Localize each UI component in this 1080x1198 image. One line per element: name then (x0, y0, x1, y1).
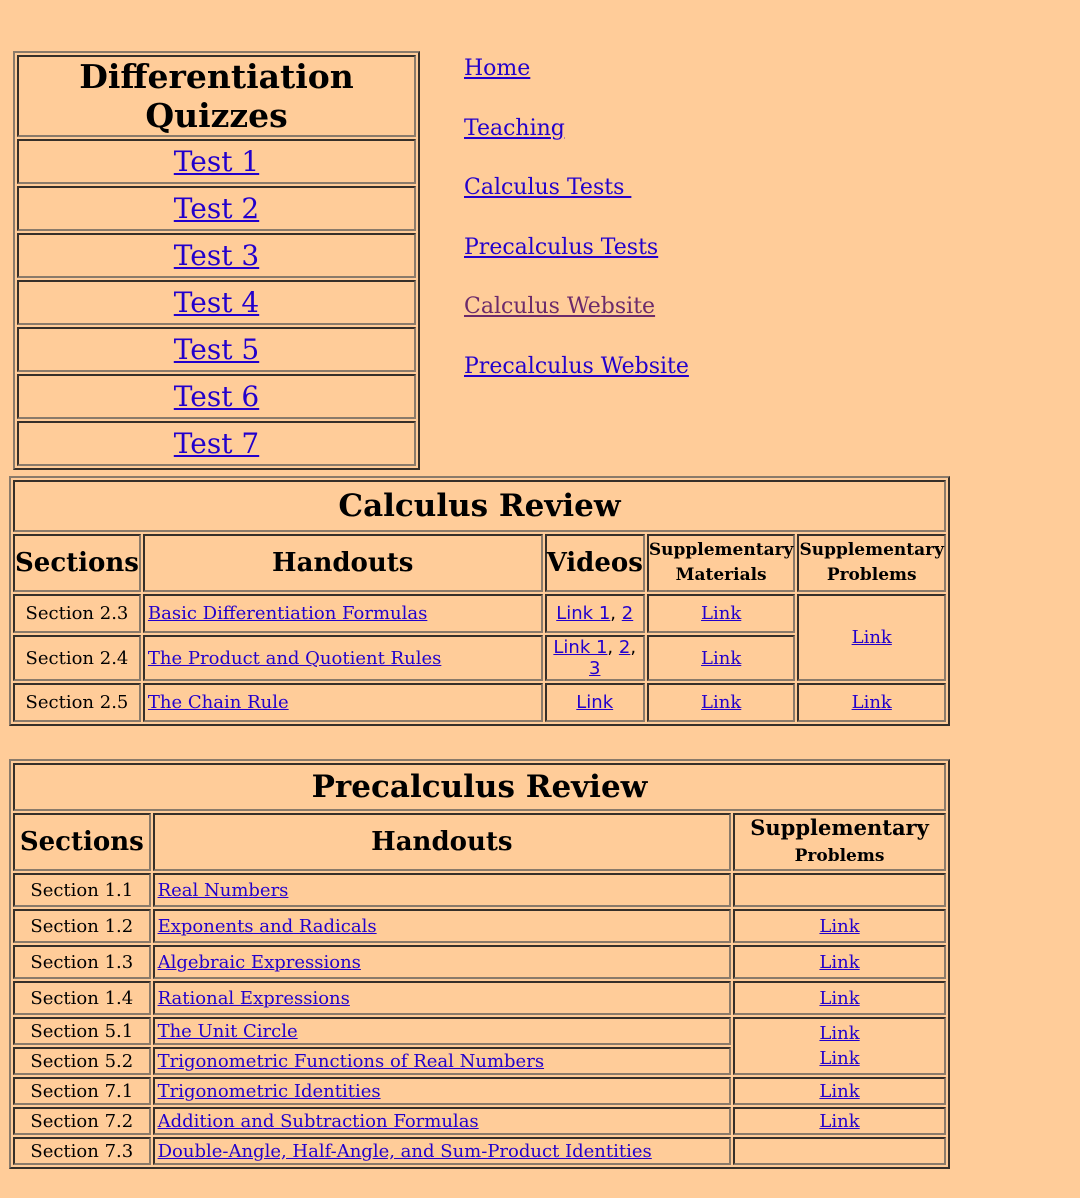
calc-handout-link[interactable]: Basic Differentiation Formulas (147, 603, 428, 624)
pre-section: Section 1.3 (13, 945, 151, 979)
pre-handout-link[interactable]: Trigonometric Identities (157, 1080, 381, 1102)
pre-section: Section 1.2 (13, 909, 151, 943)
quiz-table (13, 51, 420, 470)
test-6-link[interactable]: Test 6 (173, 380, 260, 413)
pre-problems-link[interactable]: Link (819, 951, 860, 973)
calculus-review-title: Calculus Review (13, 480, 946, 532)
calc-problems-link[interactable]: Link (851, 627, 892, 648)
test-5-link[interactable]: Test 5 (173, 333, 260, 366)
pre-problems-link[interactable]: Link (819, 1110, 860, 1132)
pre-section: Section 7.3 (13, 1137, 151, 1165)
pre-section: Section 7.1 (13, 1077, 151, 1105)
pre-header-sections: Sections (13, 813, 151, 871)
pre-handout-link[interactable]: Exponents and Radicals (157, 915, 377, 937)
nav-precalculus-website[interactable]: Precalculus Website (464, 353, 689, 379)
nav-home[interactable]: Home (464, 56, 531, 81)
pre-handout-link[interactable]: The Unit Circle (157, 1020, 298, 1042)
pre-problems-empty (733, 873, 946, 907)
pre-handout-link[interactable]: Algebraic Expressions (157, 951, 361, 973)
calc-section: Section 2.5 (13, 683, 141, 722)
calc-header-sections: Sections (13, 534, 141, 592)
precalculus-review-table (9, 759, 950, 1169)
nav-calculus-tests[interactable]: Calculus Tests (464, 175, 632, 201)
calc-header-handouts: Handouts (143, 534, 543, 592)
pre-problems-link[interactable]: Link (819, 1080, 860, 1102)
pre-handout-link[interactable]: Rational Expressions (157, 987, 350, 1009)
calc-video-link[interactable]: 2 (618, 637, 631, 658)
test-2-link[interactable]: Test 2 (173, 192, 260, 225)
pre-section: Section 5.1 (13, 1017, 151, 1045)
calc-materials-link[interactable]: Link (701, 647, 742, 669)
pre-handout-link[interactable]: Trigonometric Functions of Real Numbers (157, 1050, 545, 1072)
calc-section: Section 2.3 (13, 594, 141, 633)
pre-problems-link[interactable]: Link (819, 987, 860, 1009)
calc-section: Section 2.4 (13, 635, 141, 681)
calc-problems-link[interactable]: Link (851, 692, 892, 713)
calc-video-link[interactable]: 2 (621, 603, 634, 624)
pre-handout-link[interactable]: Real Numbers (157, 879, 289, 901)
pre-handout-link[interactable]: Double-Angle, Half-Angle, and Sum-Product Identities (157, 1140, 652, 1162)
calc-handout-link[interactable]: The Product and Quotient Rules (147, 647, 442, 669)
calc-materials-link[interactable]: Link (701, 692, 742, 713)
test-4-link[interactable]: Test 4 (173, 286, 260, 319)
pre-problems-link[interactable]: Link (819, 1048, 860, 1069)
quiz-title: Differentiation Quizzes (17, 55, 416, 137)
calc-header-videos: Videos (545, 534, 645, 592)
pre-problems-link[interactable]: Link (819, 915, 860, 937)
calc-header-supp-problems: Supplementary Problems (797, 534, 946, 592)
calc-header-supp-materials: Supplementary Materials (647, 534, 796, 592)
calc-video-link[interactable]: Link 1 (556, 603, 611, 624)
test-3-link[interactable]: Test 3 (173, 239, 260, 272)
pre-header-handouts: Handouts (153, 813, 731, 871)
pre-section: Section 1.1 (13, 873, 151, 907)
pre-header-supp-problems: Supplementary Problems (733, 813, 946, 871)
calculus-review-table: Calculus Review Sections Handouts Videos Supplementary Materials Supplementary Problems Section 2.3 Basic Differentiation Formulas Link 1, 2 Link Link Section 2.4 The Product and Quotient Rules Link 1, 2, 3 Link Section 2.5 The Chain Rule Link Link Link (9, 476, 950, 726)
nav-teaching[interactable]: Teaching (464, 115, 565, 141)
pre-section: Section 7.2 (13, 1107, 151, 1135)
nav-precalculus-tests[interactable]: Precalculus Tests (464, 234, 659, 260)
calc-materials-link[interactable]: Link (701, 603, 742, 624)
pre-section: Section 1.4 (13, 981, 151, 1015)
pre-problems-empty (733, 1137, 946, 1165)
pre-problems-link[interactable]: Link (819, 1023, 860, 1044)
precalculus-review-title: Precalculus Review (13, 763, 946, 811)
calc-video-link[interactable]: Link (576, 692, 614, 713)
test-1-link[interactable]: Test 1 (173, 145, 260, 178)
pre-section: Section 5.2 (13, 1047, 151, 1075)
calc-handout-link[interactable]: The Chain Rule (147, 692, 289, 713)
test-7-link[interactable]: Test 7 (173, 427, 260, 460)
nav-calculus-website[interactable]: Calculus Website (464, 294, 656, 320)
calc-video-link[interactable]: 3 (589, 658, 601, 679)
pre-handout-link[interactable]: Addition and Subtraction Formulas (157, 1110, 479, 1132)
calc-video-link[interactable]: Link 1 (553, 637, 608, 658)
nav-links (464, 54, 689, 412)
